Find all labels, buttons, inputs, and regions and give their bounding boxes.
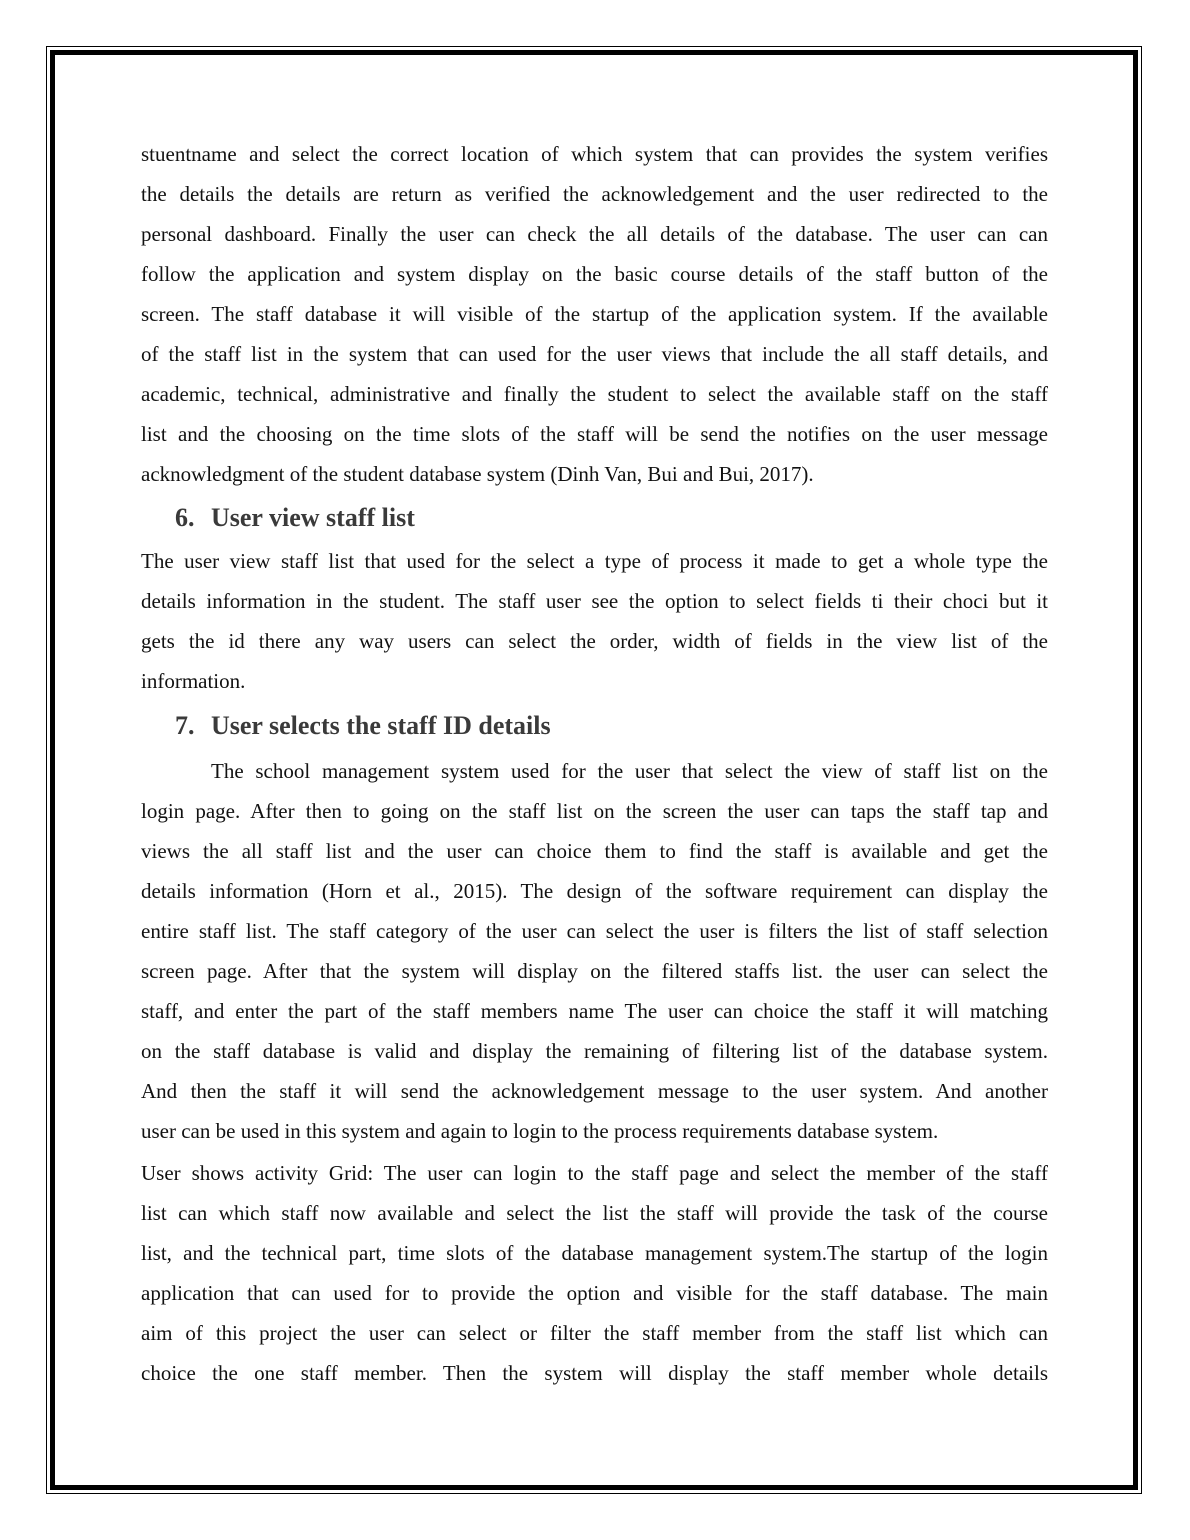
heading-number: 7. bbox=[175, 711, 195, 740]
text-line: information. bbox=[141, 669, 246, 693]
paragraph-intro bbox=[141, 134, 1048, 494]
heading-title: User selects the staff ID details bbox=[211, 711, 551, 740]
text-line: application that can used for to provide the option and visible for the staff database. The main bbox=[141, 1281, 1048, 1305]
paragraph-staff-id-details bbox=[141, 751, 1048, 1151]
text-line: on the staff database is valid and display the remaining of filtering list of the database system. bbox=[141, 1039, 1048, 1063]
text-line: list and the choosing on the time slots of the staff will be send the notifies on the user message bbox=[141, 422, 1048, 446]
text-line: login page. After then to going on the staff list on the screen the user can taps the staff tap and bbox=[141, 799, 1048, 823]
text-line: screen. The staff database it will visible of the startup of the application system. If the available bbox=[141, 302, 1048, 326]
text-line: academic, technical, administrative and finally the student to select the available staff on the staff bbox=[141, 382, 1048, 406]
text-line: stuentname and select the correct location of which system that can provides the system verifies bbox=[141, 142, 1048, 166]
section-heading-7 bbox=[175, 708, 551, 744]
text-line: aim of this project the user can select or filter the staff member from the staff list which can bbox=[141, 1321, 1048, 1345]
text-line: The school management system used for the user that select the view of staff list on the bbox=[211, 759, 1048, 783]
text-line: entire staff list. The staff category of the user can select the user is filters the list of staff selection bbox=[141, 919, 1048, 943]
text-line: of the staff list in the system that can used for the user views that include the all staff details, and bbox=[141, 342, 1048, 366]
paragraph-activity-grid bbox=[141, 1153, 1048, 1393]
paragraph-user-view-staff-list bbox=[141, 541, 1048, 701]
text-line: gets the id there any way users can select the order, width of fields in the view list of the bbox=[141, 629, 1048, 653]
heading-title: User view staff list bbox=[211, 503, 415, 532]
text-line: The user view staff list that used for the select a type of process it made to get a whole type the bbox=[141, 549, 1048, 573]
text-line: choice the one staff member. Then the system will display the staff member whole details bbox=[141, 1361, 1048, 1385]
text-line: the details the details are return as verified the acknowledgement and the user redirected to the bbox=[141, 182, 1048, 206]
text-line: acknowledgment of the student database system (Dinh Van, Bui and Bui, 2017). bbox=[141, 462, 814, 486]
text-line: And then the staff it will send the acknowledgement message to the user system. And another bbox=[141, 1079, 1048, 1103]
text-line: personal dashboard. Finally the user can check the all details of the database. The user can can bbox=[141, 222, 1048, 246]
text-line: list can which staff now available and select the list the staff will provide the task of the course bbox=[141, 1201, 1048, 1225]
text-line: views the all staff list and the user can choice them to find the staff is available and get the bbox=[141, 839, 1048, 863]
text-line: list, and the technical part, time slots of the database management system.The startup of the login bbox=[141, 1241, 1048, 1265]
text-line: screen page. After that the system will display on the filtered staffs list. the user can select the bbox=[141, 959, 1048, 983]
section-heading-6 bbox=[175, 500, 415, 536]
text-line: User shows activity Grid: The user can login to the staff page and select the member of the staff bbox=[141, 1161, 1048, 1185]
text-line: details information in the student. The staff user see the option to select fields ti their choci but it bbox=[141, 589, 1048, 613]
text-line: follow the application and system display on the basic course details of the staff button of the bbox=[141, 262, 1048, 286]
text-line: user can be used in this system and again to login to the process requirements database system. bbox=[141, 1119, 939, 1143]
text-line: details information (Horn et al., 2015). The design of the software requirement can display the bbox=[141, 879, 1048, 903]
heading-number: 6. bbox=[175, 503, 195, 532]
text-line: staff, and enter the part of the staff members name The user can choice the staff it will matching bbox=[141, 999, 1048, 1023]
